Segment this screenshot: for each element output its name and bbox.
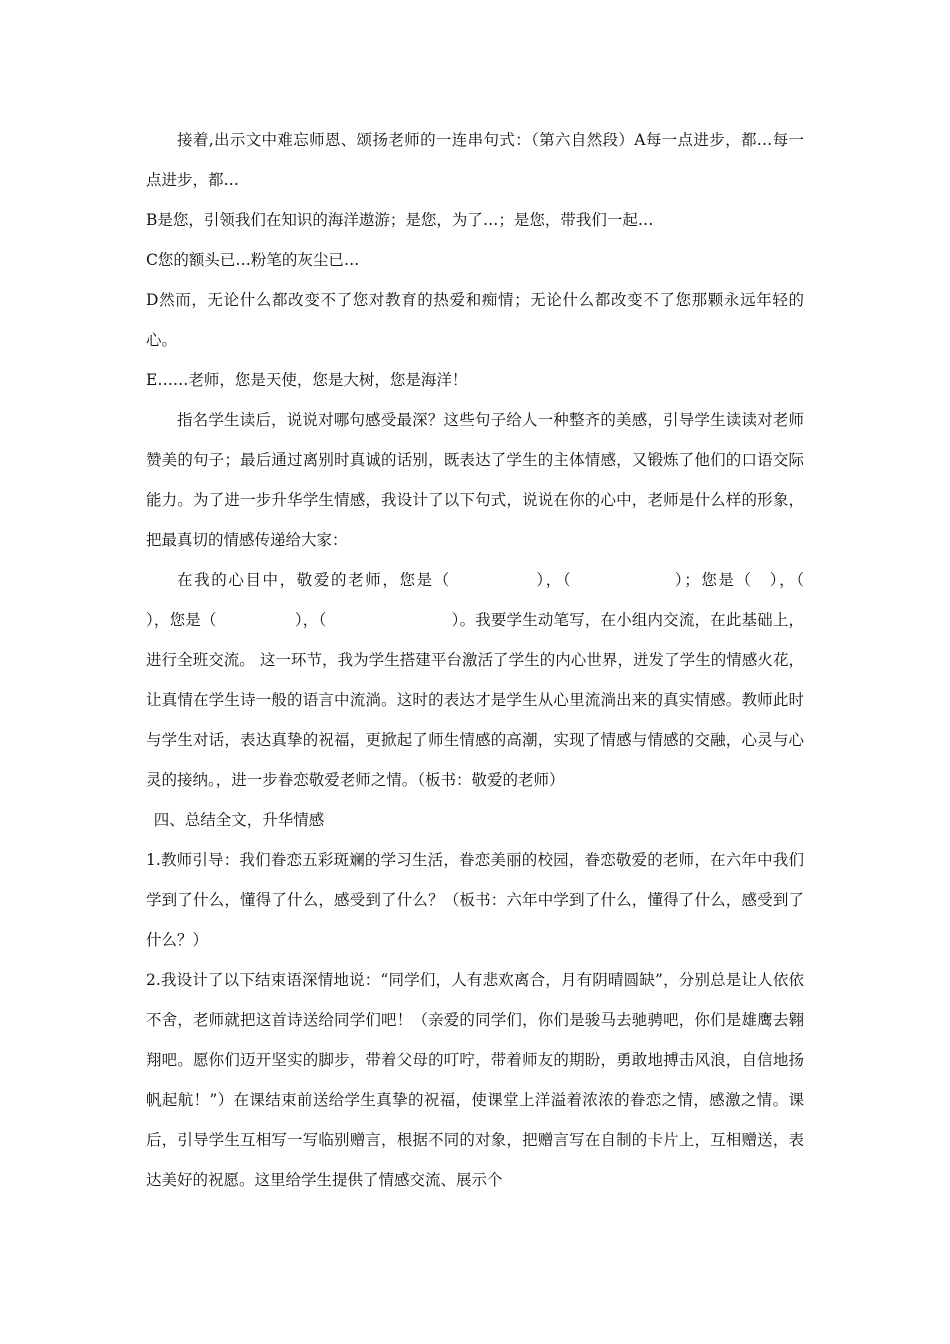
paragraph-teacher-guidance: 1.教师引导：我们眷恋五彩斑斓的学习生活，眷恋美丽的校园，眷恋敬爱的老师，在六年中我们学到了什么，懂得了什么，感受到了什么？（板书：六年中学到了什么，懂得了什么，感受到了什么？） bbox=[146, 851, 804, 949]
paragraph-fill-in-sentence: 在我的心目中，敬爱的老师，您是（ ），（ ）；您是（ ），（ ），您是（ ），（ ）。我要学生动笔写，在小组内交流，在此基础上，进行全班交流。 这一环节，我为学生搭建平台激活了学生的内心世界，迸发了学生的情感火花，让真情在学生诗一般的语言中流淌。这时的表达才是学生从心里流淌出来的真实情感。教师此时与学生对话，表达真挚的祝福，更掀起了师生情感的高潮，实现了情感与情感的交融，心灵与心灵的接纳。，进一步眷恋敬爱老师之情。（板书：敬爱的老师） bbox=[146, 571, 944, 789]
section-heading-summary: 四、总结全文，升华情感 bbox=[153, 811, 325, 829]
paragraph-item-b: B是您，引领我们在知识的海洋遨游；是您，为了…；是您，带我们一起… bbox=[146, 211, 654, 229]
paragraph-item-e: E……老师，您是天使，您是大树，您是海洋！ bbox=[146, 371, 468, 389]
paragraph-sentence-patterns-intro: 接着,出示文中难忘师恩、颂扬老师的一连串句式：（第六自然段）A每一点进步，都…每一点进步，都… bbox=[146, 131, 804, 189]
paragraph-reading-guidance: 指名学生读后，说说对哪句感受最深？这些句子给人一种整齐的美感，引导学生读读对老师赞美的句子；最后通过离别时真诚的话别，既表达了学生的主体情感，又锻炼了他们的口语交际能力。为了进一步升华学生情感，我设计了以下句式，说说在你的心中，老师是什么样的形象，把最真切的情感传递给大家： bbox=[146, 411, 804, 549]
paragraph-item-d: D然而，无论什么都改变不了您对教育的热爱和痴情；无论什么都改变不了您那颗永远年轻的心。 bbox=[146, 291, 804, 349]
paragraph-closing-remarks: 2.我设计了以下结束语深情地说：“同学们，人有悲欢离合，月有阴晴圆缺”，分别总是让人依依不舍，老师就把这首诗送给同学们吧！（亲爱的同学们，你们是骏马去驰骋吧，你们是雄鹰去翱翔吧。愿你们迈开坚实的脚步，带着父母的叮咛，带着师友的期盼，勇敢地搏击风浪，自信地扬帆起航！”）在课结束前送给学生真挚的祝福，使课堂上洋溢着浓浓的眷恋之情，感激之情。课后，引导学生互相写一写临别赠言，根据不同的对象，把赠言写在自制的卡片上，互相赠送，表达美好的祝愿。这里给学生提供了情感交流、展示个 bbox=[146, 971, 804, 1189]
paragraph-item-c: C您的额头已…粉笔的灰尘已… bbox=[146, 251, 360, 269]
